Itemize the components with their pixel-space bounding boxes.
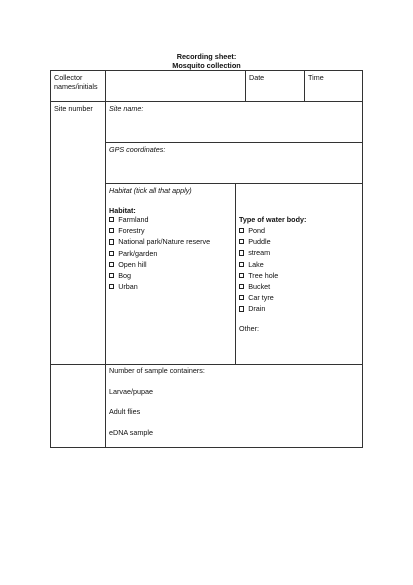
checkbox-icon[interactable] (109, 217, 114, 222)
checkbox-icon[interactable] (109, 239, 114, 244)
larvae-pupae-label: Larvae/pupae (109, 387, 153, 396)
water-body-item: Pond (239, 225, 278, 236)
water-body-item: Car tyre (239, 292, 278, 303)
water-body-item: Puddle (239, 236, 278, 247)
sheet-subtitle: Mosquito collection (172, 61, 241, 70)
habitat-item: Urban (109, 281, 210, 292)
column-divider (105, 70, 106, 447)
time-label: Time (308, 73, 324, 82)
column-divider (304, 70, 305, 101)
table-border-left (50, 70, 51, 447)
row-divider (50, 364, 363, 365)
checkbox-icon[interactable] (239, 250, 244, 255)
table-border-bottom (50, 447, 363, 448)
habitat-item: Park/garden (109, 248, 210, 259)
column-divider (235, 183, 236, 364)
table-border-right (362, 70, 363, 447)
row-divider (50, 101, 363, 102)
water-other-label: Other: (239, 324, 259, 333)
checkbox-icon[interactable] (109, 273, 114, 278)
collector-label-line2: names/initials (54, 82, 98, 91)
checkbox-icon[interactable] (239, 273, 244, 278)
site-name-label: Site name: (109, 104, 144, 113)
habitat-item: Farmland (109, 214, 210, 225)
habitat-item: Forestry (109, 225, 210, 236)
checkbox-icon[interactable] (239, 239, 244, 244)
checkbox-icon[interactable] (109, 262, 114, 267)
sheet-title: Recording sheet: (176, 52, 237, 61)
habitat-item: Open hill (109, 259, 210, 270)
column-divider (245, 70, 246, 101)
sample-containers-label: Number of sample containers: (109, 366, 205, 375)
checkbox-icon[interactable] (239, 284, 244, 289)
habitat-item: Bog (109, 270, 210, 281)
date-label: Date (249, 73, 265, 82)
row-divider (105, 183, 363, 184)
table-border-top (50, 70, 363, 71)
edna-sample-label: eDNA sample (109, 428, 153, 437)
checkbox-icon[interactable] (239, 295, 244, 300)
habitat-list (109, 214, 210, 292)
checkbox-icon[interactable] (239, 262, 244, 267)
water-body-item: Drain (239, 303, 278, 314)
collector-label: Collector (54, 73, 83, 82)
habitat-heading: Habitat: (109, 206, 136, 215)
habitat-instruction: Habitat (tick all that apply) (109, 186, 192, 195)
checkbox-icon[interactable] (109, 228, 114, 233)
checkbox-icon[interactable] (239, 228, 244, 233)
water-body-item: Lake (239, 259, 278, 270)
checkbox-icon[interactable] (239, 306, 244, 311)
site-number-label: Site number (54, 104, 93, 113)
gps-coordinates-label: GPS coordinates: (109, 145, 166, 154)
adult-flies-label: Adult flies (109, 407, 141, 416)
water-body-heading: Type of water body: (239, 215, 307, 224)
water-body-item: stream (239, 247, 278, 258)
water-body-item: Bucket (239, 281, 278, 292)
checkbox-icon[interactable] (109, 251, 114, 256)
row-divider (105, 142, 363, 143)
habitat-item: National park/Nature reserve (109, 236, 210, 247)
water-body-item: Tree hole (239, 270, 278, 281)
checkbox-icon[interactable] (109, 284, 114, 289)
water-body-list (239, 225, 278, 315)
